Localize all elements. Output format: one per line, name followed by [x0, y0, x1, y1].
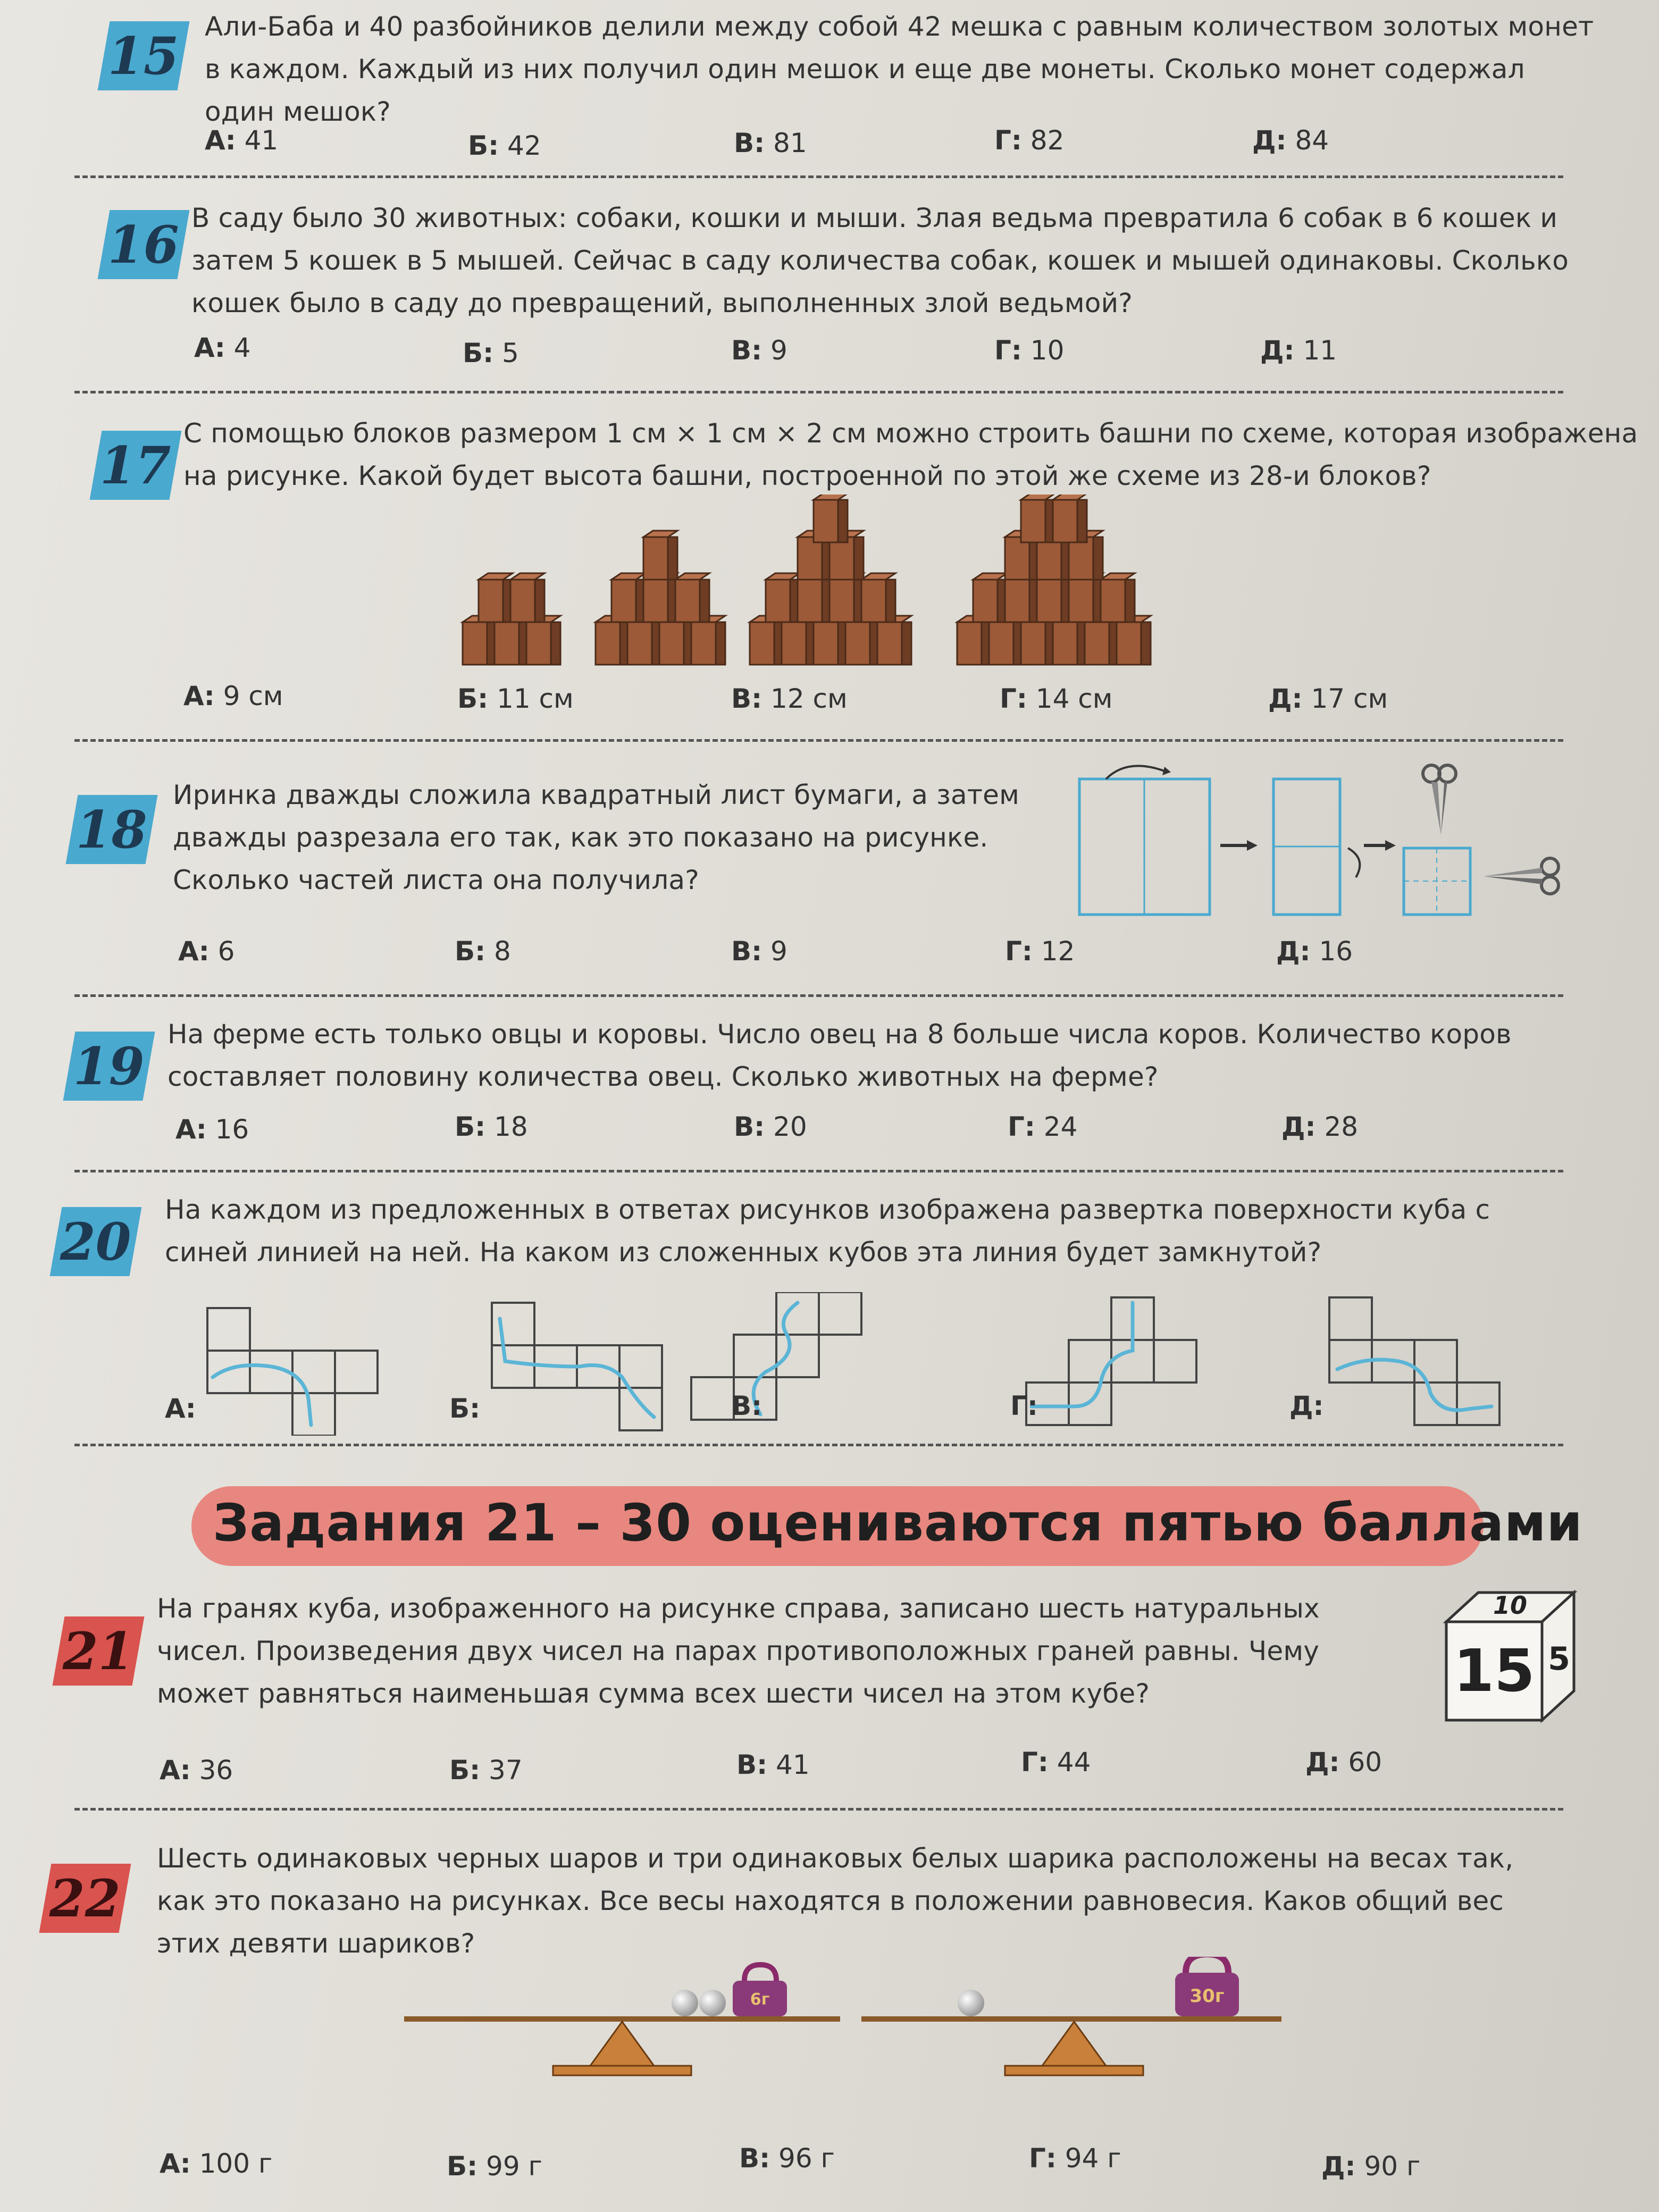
answer-option[interactable]: А: 6: [178, 936, 235, 967]
separator: [74, 175, 1563, 178]
answer-option[interactable]: Г: 82: [994, 125, 1065, 156]
answer-option[interactable]: В: 41: [736, 1749, 810, 1780]
answer-option[interactable]: А: 100 г: [160, 2148, 273, 2179]
answer-option[interactable]: Г: 94 г: [1029, 2143, 1121, 2174]
answer-option[interactable]: Г: 44: [1021, 1747, 1091, 1778]
separator: [74, 739, 1563, 742]
scissors-icon: [1423, 765, 1456, 835]
answer-option[interactable]: А: 41: [205, 125, 279, 156]
answer-option[interactable]: Г: 10: [994, 335, 1065, 366]
question-18-text: Иринка дважды сложила квадратный лист бумаги, а затем дважды разрезала его так, как это показано на рисунке. Сколько частей листа она получила?: [173, 780, 1019, 895]
question-number-badge: 21: [53, 1616, 145, 1686]
answer-option[interactable]: В:: [731, 1390, 763, 1421]
svg-text:10: 10: [1493, 1591, 1528, 1620]
balance-scales-figure: [393, 1957, 1287, 2132]
balance-scale-2: [861, 1957, 1281, 2075]
answer-option[interactable]: Г: 24: [1008, 1111, 1078, 1142]
answer-option[interactable]: А: 36: [160, 1755, 233, 1786]
weight-icon: [733, 1965, 787, 2016]
section-banner-text: Задания 21 – 30 оцениваются пятью баллами: [213, 1493, 1583, 1553]
answer-option[interactable]: В: 96 г: [739, 2143, 835, 2174]
answer-option[interactable]: Г:: [1010, 1390, 1038, 1421]
svg-text:15: 15: [1453, 1637, 1535, 1705]
answer-option[interactable]: В: 9: [731, 936, 787, 967]
weight-icon: [1175, 1957, 1239, 2016]
question-number-badge: 22: [39, 1864, 131, 1933]
answer-option[interactable]: Г: 14 см: [1000, 683, 1113, 714]
question-21-text: На гранях куба, изображенного на рисунке справа, записано шесть натуральных чисел. Произведения двух чисел на парах противоположных граней равны. Чему может равняться наименьшая сумма всех шести чисел на этом кубе?: [157, 1593, 1320, 1709]
separator: [74, 391, 1563, 393]
svg-text:5: 5: [1548, 1640, 1570, 1678]
answer-option[interactable]: Д: 17 см: [1268, 683, 1388, 714]
answer-option[interactable]: Г: 12: [1005, 936, 1075, 967]
answer-option[interactable]: Б: 37: [449, 1755, 523, 1786]
scissors-icon: [1484, 858, 1559, 894]
question-17-text: С помощью блоков размером 1 см × 1 см × 2 см можно строить башни по схеме, которая изображена на рисунке. Какой будет высота башни, построенной по этой же схеме из 28-и блоков?: [183, 418, 1638, 491]
answer-option[interactable]: А:: [165, 1393, 196, 1424]
answer-option[interactable]: Д:: [1289, 1390, 1324, 1421]
block-towers-figure: [452, 495, 1175, 675]
question-number-badge: 17: [90, 431, 182, 500]
balance-scale-1: [404, 1965, 840, 2075]
answer-option[interactable]: Д: 28: [1281, 1111, 1359, 1142]
answer-option[interactable]: Б:: [449, 1393, 481, 1424]
numbered-cube-figure: [1436, 1590, 1585, 1733]
question-number-badge: 16: [98, 210, 190, 279]
answer-option[interactable]: Д: 11: [1260, 335, 1337, 366]
answer-option[interactable]: В: 12 см: [731, 683, 848, 714]
question-22-text: Шесть одинаковых черных шаров и три одинаковых белых шарика расположены на весах так, как это показано на рисунках. Все весы находятся в положении равновесия. Каков общий вес этих девяти шариков?: [157, 1843, 1514, 1959]
question-number-badge: 15: [98, 21, 190, 90]
answer-option[interactable]: Б: 18: [455, 1111, 528, 1142]
answer-option[interactable]: Б: 5: [463, 338, 519, 368]
separator: [74, 1444, 1563, 1446]
paper-folding-figure: [1069, 755, 1574, 931]
separator: [74, 1808, 1563, 1811]
answer-option[interactable]: Б: 99 г: [447, 2151, 542, 2182]
answer-option[interactable]: А: 4: [194, 332, 251, 363]
separator: [74, 1170, 1563, 1172]
answer-option[interactable]: Д: 90 г: [1321, 2151, 1421, 2182]
question-20-text: На каждом из предложенных в ответах рисунков изображена развертка поверхности куба с синей линией на ней. На каком из сложенных кубов эта линия будет замкнутой?: [165, 1194, 1490, 1268]
answer-option[interactable]: Б: 11 см: [457, 683, 574, 714]
answer-option[interactable]: Д: 16: [1276, 936, 1353, 967]
question-15-text: Али-Баба и 40 разбойников делили между собой 42 мешка с равным количеством золотых монет в каждом. Каждый из них получил один мешок и еще две монеты. Сколько монет содержал один мешок?: [205, 11, 1594, 127]
answer-option[interactable]: Б: 8: [455, 936, 511, 967]
answer-option[interactable]: В: 81: [734, 128, 807, 158]
svg-text:30г: 30г: [1189, 1985, 1225, 2007]
answer-option[interactable]: А: 9 см: [183, 681, 283, 711]
separator: [74, 994, 1563, 997]
question-16-text: В саду было 30 животных: собаки, кошки и мыши. Злая ведьма превратила 6 собак в 6 кошек и затем 5 кошек в 5 мышей. Сейчас в саду количества собак, кошек и мышей одинаковы. Сколько кошек было в саду до превращений, выполненных злой ведьмой?: [191, 203, 1569, 319]
answer-option[interactable]: Д: 84: [1252, 125, 1329, 156]
answer-option[interactable]: Д: 60: [1305, 1747, 1382, 1778]
answer-option[interactable]: Б: 42: [468, 130, 541, 161]
answer-option[interactable]: В: 9: [731, 335, 787, 366]
answer-option[interactable]: В: 20: [734, 1111, 807, 1142]
question-number-badge: 20: [50, 1207, 142, 1276]
question-number-badge: 19: [63, 1032, 155, 1101]
answer-option[interactable]: А: 16: [175, 1114, 249, 1145]
question-19-text: На ферме есть только овцы и коровы. Число овец на 8 больше числа коров. Количество коров составляет половину количества овец. Сколько животных на ферме?: [167, 1019, 1512, 1092]
svg-text:6г: 6г: [750, 1990, 770, 2009]
question-number-badge: 18: [66, 795, 158, 864]
